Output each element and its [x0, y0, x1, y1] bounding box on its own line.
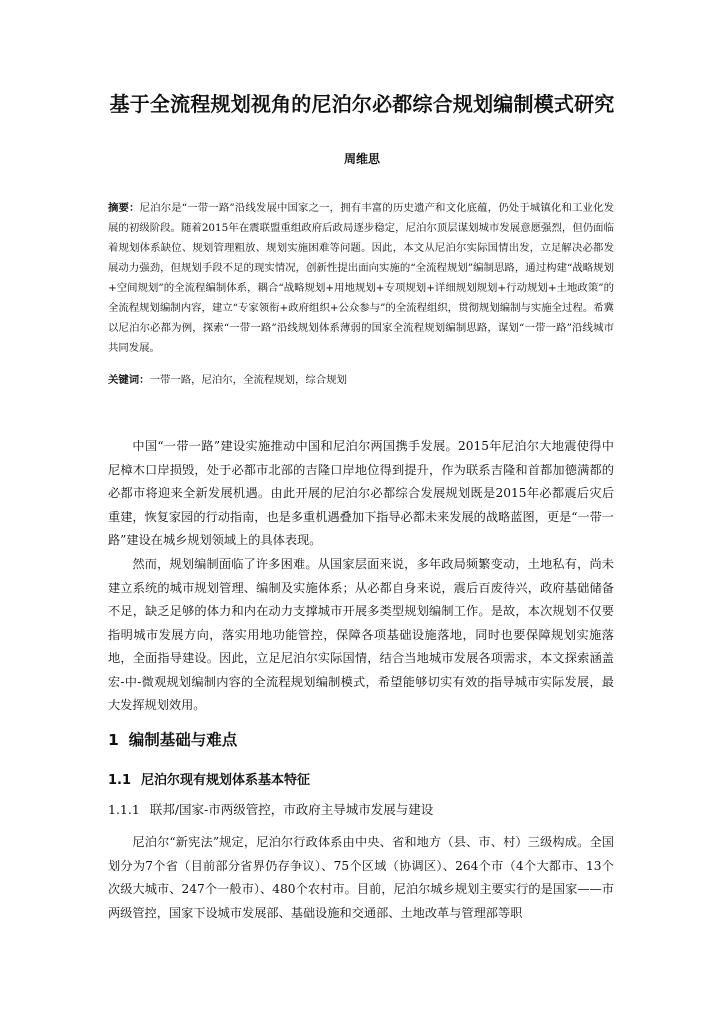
paragraph-text: 尼泊尔“新宪法”规定，尼泊尔行政体系由中央、省和地方（县、市、村）三级构成。全国划分为7个省（目前部分省界仍存争议）、75个区域（协调区）、264个市（4个大都市、13个次级大城市、247个一般市）、480个农村市。目前，尼泊尔城乡规划主要实行的是国家——市两级管控，国家下设城市发展部、基础设施和交通部、土地改革与管理部等职 [108, 835, 614, 920]
body-paragraph-1 [108, 435, 614, 553]
subsection-title: 尼泊尔现有规划体系基本特征 [141, 773, 311, 788]
subsubsection-title: 联邦/国家-市两级管控，市政府主导城市发展与建设 [149, 802, 434, 817]
section-number: 1 [108, 731, 119, 749]
abstract-text: 尼泊尔是“一带一路”沿线发展中国家之一，拥有丰富的历史遗产和文化底蕴，仍处于城镇化和工业化发展的初级阶段。随着2015年在震联盟重组政府后政局逐步稳定，尼泊尔顶层谋划城市发展意愿强烈，但仍面临着规划体系缺位、规划管理粗放、规划实施困难等问题。因此，本文从尼泊尔实际国情出发，立足解决必都发展动力强劲，但规划手段不足的现实情况，创新性提出面向实施的“全流程规划”编制思路，通过构建“战略规划+空间规划”的全流程编制体系，耦合“战略规划+用地规划+专项规划+详细规划规划+行动规划+土地政策”的全流程规划编制内容，建立“专家领衔+政府组织+公众参与”的全流程组织，贯彻规划编制与实施全过程。希冀以尼泊尔必都为例，探索“一带一路”沿线规划体系薄弱的国家全流程规划编制思路，谋划“一带一路”沿线城市共同发展。 [108, 202, 615, 354]
abstract-label: 摘要： [108, 202, 140, 214]
paper-title: 基于全流程规划视角的尼泊尔必都综合规划编制模式研究 [109, 92, 615, 116]
subsubsection-number: 1.1.1 [108, 802, 140, 817]
section-heading-1 [108, 728, 237, 750]
keywords-label: 关键词： [108, 374, 150, 386]
paragraph-text: 中国“一带一路”建设实施推动中国和尼泊尔两国携手发展。2015年尼泊尔大地震使得中尼樟木口岸损毁，处于必都市北部的吉隆口岸地位得到提升，作为联系吉隆和首都加德满都的必都市将迎来全新发展机遇。由此开展的尼泊尔必都综合发展规划既是2015年必都震后灾后重建，恢复家园的行动指南，也是多重机遇叠加下指导必都未来发展的战略蓝图，更是“一带一路”建设在城乡规划领域上的具体表现。 [108, 439, 615, 547]
author-name: 周维思 [343, 152, 380, 166]
section-title: 编制基础与难点 [128, 731, 238, 749]
subsection-number: 1.1 [108, 773, 132, 788]
keywords-text: 一带一路，尼泊尔，全流程规划，综合规划 [149, 374, 347, 386]
body-paragraph-2 [108, 553, 614, 718]
paragraph-text: 然而，规划编制面临了许多困难。从国家层面来说，多年政局频繁变动，土地私有，尚未建立系统的城市规划管理、编制及实施体系；从必都自身来说，震后百废待兴，政府基础储备不足，缺乏足够的体力和内在动力支撑城市开展多类型规划编制工作。是故，本次规划不仅要指明城市发展方向，落实用地功能管控，保障各项基础设施落地，同时也要保障规划实施落地，全面指导建设。因此，立足尼泊尔实际国情，结合当地城市发展各项需求，本文探索涵盖宏-中-微观规划编制内容的全流程规划编制模式，希望能够切实有效的指导城市实际发展，最大发挥规划效用。 [108, 557, 614, 712]
subsection-heading-1-1 [108, 769, 310, 788]
abstract-block [108, 198, 614, 358]
keywords-block [108, 371, 614, 389]
body-paragraph-3 [108, 831, 614, 925]
subsubsection-heading-1-1-1 [108, 800, 433, 818]
